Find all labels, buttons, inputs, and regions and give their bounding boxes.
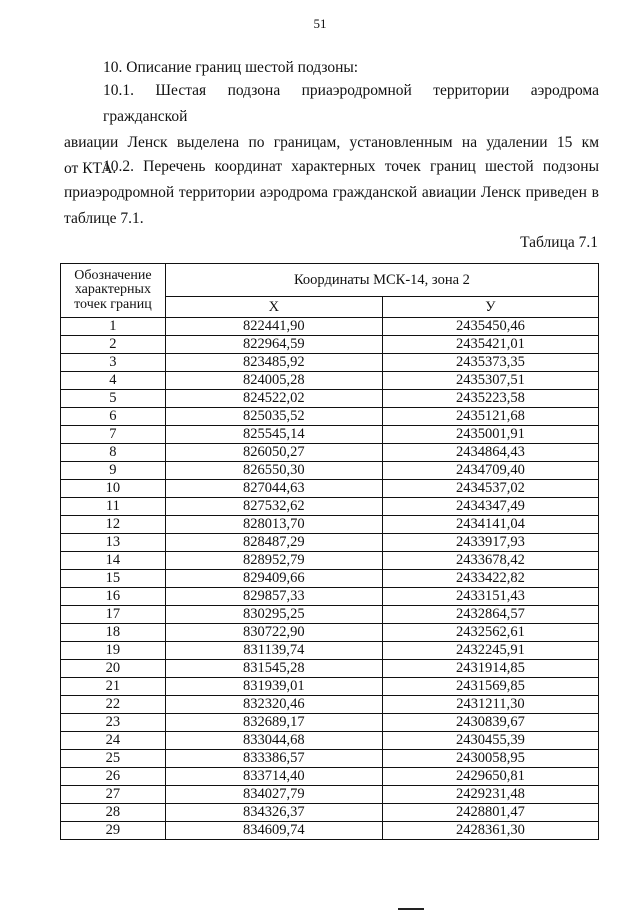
y-coordinate-cell: 2433917,93	[382, 534, 598, 552]
point-number-cell: 7	[61, 426, 166, 444]
table-row	[61, 732, 599, 750]
x-coordinate-cell: 832689,17	[165, 714, 382, 732]
y-coordinate-cell: 2435121,68	[382, 408, 598, 426]
y-coordinate-cell: 2430839,67	[382, 714, 598, 732]
point-number-cell: 14	[61, 552, 166, 570]
point-number-cell: 28	[61, 804, 166, 822]
paragraph-line: 10.1. Шестая подзона приаэродромной территории аэродрома гражданской	[103, 82, 599, 125]
x-coordinate-cell: 828952,79	[165, 552, 382, 570]
x-coordinate-cell: 834027,79	[165, 786, 382, 804]
x-coordinate-cell: 822441,90	[165, 318, 382, 336]
point-number-cell: 12	[61, 516, 166, 534]
x-coordinate-cell: 830295,25	[165, 606, 382, 624]
page-number: 51	[313, 16, 327, 31]
point-number-cell: 4	[61, 372, 166, 390]
point-number-cell: 3	[61, 354, 166, 372]
point-number-cell: 29	[61, 822, 166, 840]
table-row	[61, 678, 599, 696]
table-row	[61, 624, 599, 642]
y-coordinate-cell: 2429231,48	[382, 786, 598, 804]
table-row	[61, 552, 599, 570]
point-number-cell: 2	[61, 336, 166, 354]
table-body	[61, 318, 599, 840]
table-row	[61, 696, 599, 714]
x-coordinate-cell: 828013,70	[165, 516, 382, 534]
point-column-header: Обозначение характерных точек границ	[61, 264, 166, 318]
y-coordinate-cell: 2435373,35	[382, 354, 598, 372]
y-coordinate-cell: 2429650,81	[382, 768, 598, 786]
x-coordinate-cell: 828487,29	[165, 534, 382, 552]
y-coordinate-cell: 2434537,02	[382, 480, 598, 498]
y-coordinate-cell: 2432562,61	[382, 624, 598, 642]
paragraph-line: от КТА.	[64, 160, 117, 177]
y-coordinate-cell: 2435307,51	[382, 372, 598, 390]
point-number-cell: 9	[61, 462, 166, 480]
y-column-header: У	[382, 297, 598, 318]
y-coordinate-cell: 2432864,57	[382, 606, 598, 624]
coordinates-header: Координаты МСК-14, зона 2	[165, 264, 598, 297]
point-number-cell: 11	[61, 498, 166, 516]
x-coordinate-cell: 834326,37	[165, 804, 382, 822]
y-coordinate-cell: 2434141,04	[382, 516, 598, 534]
point-number-cell: 1	[61, 318, 166, 336]
point-number-cell: 22	[61, 696, 166, 714]
y-coordinate-cell: 2433678,42	[382, 552, 598, 570]
table-row	[61, 354, 599, 372]
x-coordinate-cell: 825035,52	[165, 408, 382, 426]
paragraph-line: таблице 7.1.	[64, 210, 144, 227]
y-coordinate-cell: 2431569,85	[382, 678, 598, 696]
x-coordinate-cell: 833044,68	[165, 732, 382, 750]
point-number-cell: 26	[61, 768, 166, 786]
point-number-cell: 8	[61, 444, 166, 462]
x-coordinate-cell: 831545,28	[165, 660, 382, 678]
y-coordinate-cell: 2428801,47	[382, 804, 598, 822]
point-number-cell: 19	[61, 642, 166, 660]
point-number-cell: 10	[61, 480, 166, 498]
paragraph-10-2	[64, 154, 599, 232]
y-coordinate-cell: 2434864,43	[382, 444, 598, 462]
x-coordinate-cell: 830722,90	[165, 624, 382, 642]
table-row	[61, 642, 599, 660]
point-number-cell: 21	[61, 678, 166, 696]
y-coordinate-cell: 2433151,43	[382, 588, 598, 606]
point-number-cell: 20	[61, 660, 166, 678]
table-row	[61, 516, 599, 534]
y-coordinate-cell: 2430455,39	[382, 732, 598, 750]
paragraph-line: приаэродромной территории аэродрома гражданской авиации Ленск приведен в	[64, 184, 599, 201]
x-coordinate-cell: 831139,74	[165, 642, 382, 660]
x-coordinate-cell: 833714,40	[165, 768, 382, 786]
y-coordinate-cell: 2430058,95	[382, 750, 598, 768]
table-row	[61, 606, 599, 624]
table-row	[61, 714, 599, 732]
y-coordinate-cell: 2428361,30	[382, 822, 598, 840]
coordinates-table	[60, 263, 599, 840]
x-coordinate-cell: 827532,62	[165, 498, 382, 516]
y-coordinate-cell: 2435450,46	[382, 318, 598, 336]
y-coordinate-cell: 2432245,91	[382, 642, 598, 660]
x-coordinate-cell: 834609,74	[165, 822, 382, 840]
x-coordinate-cell: 833386,57	[165, 750, 382, 768]
table-row	[61, 588, 599, 606]
x-coordinate-cell: 829857,33	[165, 588, 382, 606]
point-number-cell: 25	[61, 750, 166, 768]
table-row	[61, 462, 599, 480]
x-coordinate-cell: 825545,14	[165, 426, 382, 444]
x-coordinate-cell: 829409,66	[165, 570, 382, 588]
y-coordinate-cell: 2435001,91	[382, 426, 598, 444]
table-row	[61, 426, 599, 444]
paragraph-line: авиации Ленск выделена по границам, установленным на удалении 15 км	[64, 134, 599, 151]
point-number-cell: 5	[61, 390, 166, 408]
table-row	[61, 372, 599, 390]
table-row	[61, 822, 599, 840]
x-coordinate-cell: 826050,27	[165, 444, 382, 462]
x-coordinate-cell: 824522,02	[165, 390, 382, 408]
point-number-cell: 17	[61, 606, 166, 624]
table-row	[61, 480, 599, 498]
table-row	[61, 390, 599, 408]
y-coordinate-cell: 2433422,82	[382, 570, 598, 588]
y-coordinate-cell: 2431211,30	[382, 696, 598, 714]
table-row	[61, 444, 599, 462]
x-coordinate-cell: 823485,92	[165, 354, 382, 372]
x-coordinate-cell: 822964,59	[165, 336, 382, 354]
table-row	[61, 534, 599, 552]
table-caption: Таблица 7.1	[520, 234, 598, 251]
table-row	[61, 498, 599, 516]
point-number-cell: 23	[61, 714, 166, 732]
table-row	[61, 804, 599, 822]
table-row	[61, 660, 599, 678]
table-row	[61, 408, 599, 426]
y-coordinate-cell: 2434347,49	[382, 498, 598, 516]
y-coordinate-cell: 2431914,85	[382, 660, 598, 678]
table-row	[61, 336, 599, 354]
x-column-header: X	[165, 297, 382, 318]
point-number-cell: 18	[61, 624, 166, 642]
table-row	[61, 318, 599, 336]
point-number-cell: 16	[61, 588, 166, 606]
point-number-cell: 27	[61, 786, 166, 804]
table-row	[61, 570, 599, 588]
x-coordinate-cell: 827044,63	[165, 480, 382, 498]
table-row	[61, 768, 599, 786]
y-coordinate-cell: 2434709,40	[382, 462, 598, 480]
table-row	[61, 786, 599, 804]
y-coordinate-cell: 2435421,01	[382, 336, 598, 354]
x-coordinate-cell: 832320,46	[165, 696, 382, 714]
point-number-cell: 24	[61, 732, 166, 750]
x-coordinate-cell: 831939,01	[165, 678, 382, 696]
x-coordinate-cell: 824005,28	[165, 372, 382, 390]
paragraph-line: 10.2. Перечень координат характерных точек границ шестой подзоны	[103, 158, 599, 175]
x-coordinate-cell: 826550,30	[165, 462, 382, 480]
point-number-cell: 15	[61, 570, 166, 588]
point-number-cell: 6	[61, 408, 166, 426]
point-number-cell: 13	[61, 534, 166, 552]
table-row	[61, 750, 599, 768]
scan-mark	[398, 908, 424, 910]
section-heading: 10. Описание границ шестой подзоны:	[103, 59, 359, 76]
y-coordinate-cell: 2435223,58	[382, 390, 598, 408]
